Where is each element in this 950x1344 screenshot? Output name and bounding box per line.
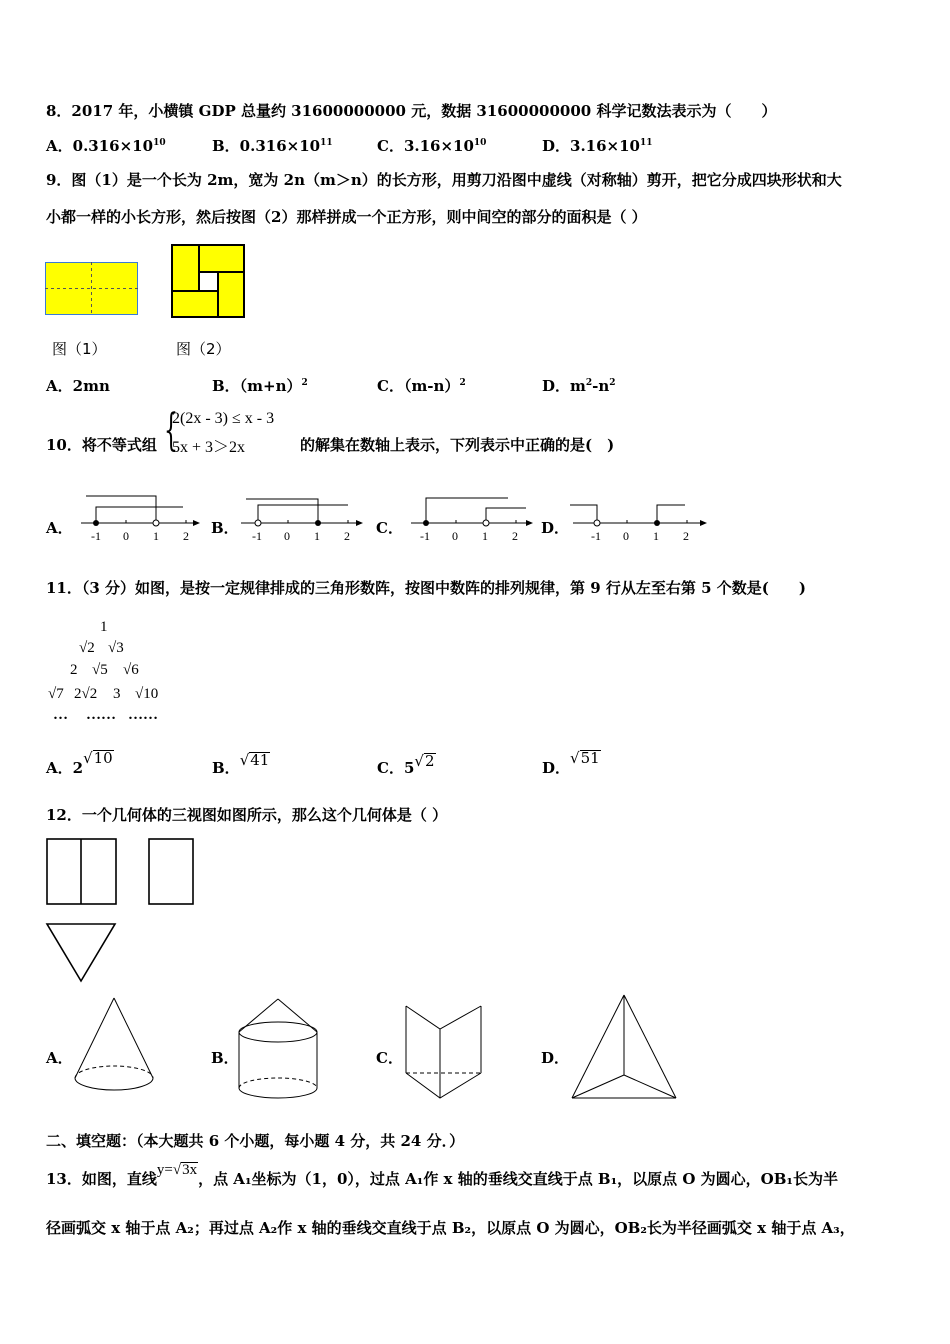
triangle-ellipsis: … [53,707,68,723]
triangle-entry: √5 [92,662,108,678]
svg-text:0: 0 [123,529,129,543]
q12-option-c-label: C． [376,1049,403,1067]
triangle-entry: √6 [123,662,139,678]
section-2-heading: 二、填空题：（本大题共 6 个小题，每小题 4 分，共 24 分．） [46,1132,465,1150]
q11-option-c: C．5√2 [377,752,435,777]
q12-side-view [148,838,196,906]
q11-option-a: A．2√10 [46,749,113,777]
svg-text:2: 2 [683,529,689,543]
triangle-entry: √2 [79,640,95,656]
q8-stem: 8．2017 年，小横镇 GDP 总量约 31600000000 元，数据 31600000000 科学记数法表示为（ ） [46,102,777,120]
svg-text:1: 1 [482,529,488,543]
q10-suffix: 的解集在数轴上表示，下列表示中正确的是( ) [300,436,615,454]
q8-option-a: A．$0.316\times 10^{10}$ [46,137,166,155]
q10-option-d-number-line [570,490,710,548]
q8-option-b: B．$0.316\times 10^{11}$ [212,137,333,155]
svg-text:2: 2 [512,529,518,543]
q9-stem-line2: 小都一样的小长方形，然后按图（2）那样拼成一个正方形，则中间空的部分的面积是（ ） [46,208,647,226]
svg-text:-1: -1 [252,529,262,543]
q9-option-c: C．$(m-n)^2$ [377,377,466,395]
q11-option-d: D．√51 [542,749,600,777]
q12-option-d-pyramid [570,993,680,1103]
triangle-entry: 2 [70,662,78,678]
svg-text:-1: -1 [420,529,430,543]
q9-stem-line1: 9．图（1）是一个长为 2m，宽为 2n（m＞n）的长方形，用剪刀沿图中虚线（对称轴）剪开，把它分成四块形状和大 [46,171,842,189]
q8-option-d: D．$3.16\times 10^{11}$ [542,137,653,155]
q12-option-d-label: D． [541,1049,570,1067]
q10-option-b-label: B． [211,519,239,537]
q13-stem-line2: 径画弧交 x 轴于点 A₂；再过点 A₂作 x 轴的垂线交直线于点 B₂，以原点 O 为圆心，OB₂长为半径画弧交 x 轴于点 A₃， [46,1219,855,1237]
svg-text:0: 0 [623,529,629,543]
svg-text:1: 1 [653,529,659,543]
q12-option-a-label: A． [46,1049,73,1067]
triangle-entry: √3 [108,640,124,656]
q10-inequality-1: 2(2x - 3) ≤ x - 3 [172,410,275,427]
svg-text:1: 1 [314,529,320,543]
svg-text:-1: -1 [91,529,101,543]
q11-option-b: B．√41 [212,751,270,777]
q9-figure-1-caption: 图（1） [52,340,107,358]
svg-text:1: 1 [153,529,159,543]
q12-top-view [46,922,118,984]
triangle-entry: 2√2 [74,686,98,702]
q10-system-brace: { [164,405,178,456]
triangle-entry: 1 [100,619,108,635]
triangle-entry: √10 [135,686,159,702]
q12-option-b-label: B． [211,1049,239,1067]
q13-stem-line1: 13．如图，直线y=√3x，点 A₁坐标为（1，0），过点 A₁作 x 轴的垂线交直线于点 B₁，以原点 O 为圆心，OB₁长为半 [46,1162,838,1188]
q10-prefix: 10．将不等式组 [46,436,157,454]
q11-stem: 11．（3 分）如图，是按一定规律排成的三角形数阵，按图中数阵的排列规律，第 9 行从左至右第 5 个数是( ) [46,579,806,597]
svg-text:2: 2 [183,529,189,543]
q9-figure-1-rectangle [45,262,140,317]
q10-option-b-number-line [238,490,363,548]
svg-text:0: 0 [284,529,290,543]
q10-option-a-label: A． [46,519,73,537]
q12-stem: 12．一个几何体的三视图如图所示，那么这个几何体是（ ） [46,806,448,824]
q9-figure-2-square [171,244,247,320]
q9-option-d: D．$m^2-n^2$ [542,377,616,395]
triangle-ellipsis: …… [86,707,116,723]
q9-option-a: A．2mn [46,377,110,395]
svg-text:-1: -1 [591,529,601,543]
q9-option-b: B．$(m+n)^2$ [212,377,308,395]
q12-option-c-triangular-prism [403,1003,485,1101]
svg-text:2: 2 [344,529,350,543]
q8-option-c: C．$3.16\times 10^{10}$ [377,137,487,155]
q12-front-view [46,838,118,906]
svg-text:0: 0 [452,529,458,543]
triangle-entry: 3 [113,686,121,702]
q10-inequality-2: 5x + 3＞2x [172,439,246,456]
q10-option-c-label: C． [376,519,403,537]
triangle-entry: √7 [48,686,64,702]
q12-option-b-cone-on-cylinder [236,996,322,1104]
q10-option-c-number-line [408,490,533,548]
q10-option-d-label: D． [541,519,570,537]
q12-option-a-cone [72,996,156,1100]
q9-figure-2-caption: 图（2） [176,340,231,358]
q10-option-a-number-line [78,490,200,548]
triangle-ellipsis: …… [128,707,158,723]
